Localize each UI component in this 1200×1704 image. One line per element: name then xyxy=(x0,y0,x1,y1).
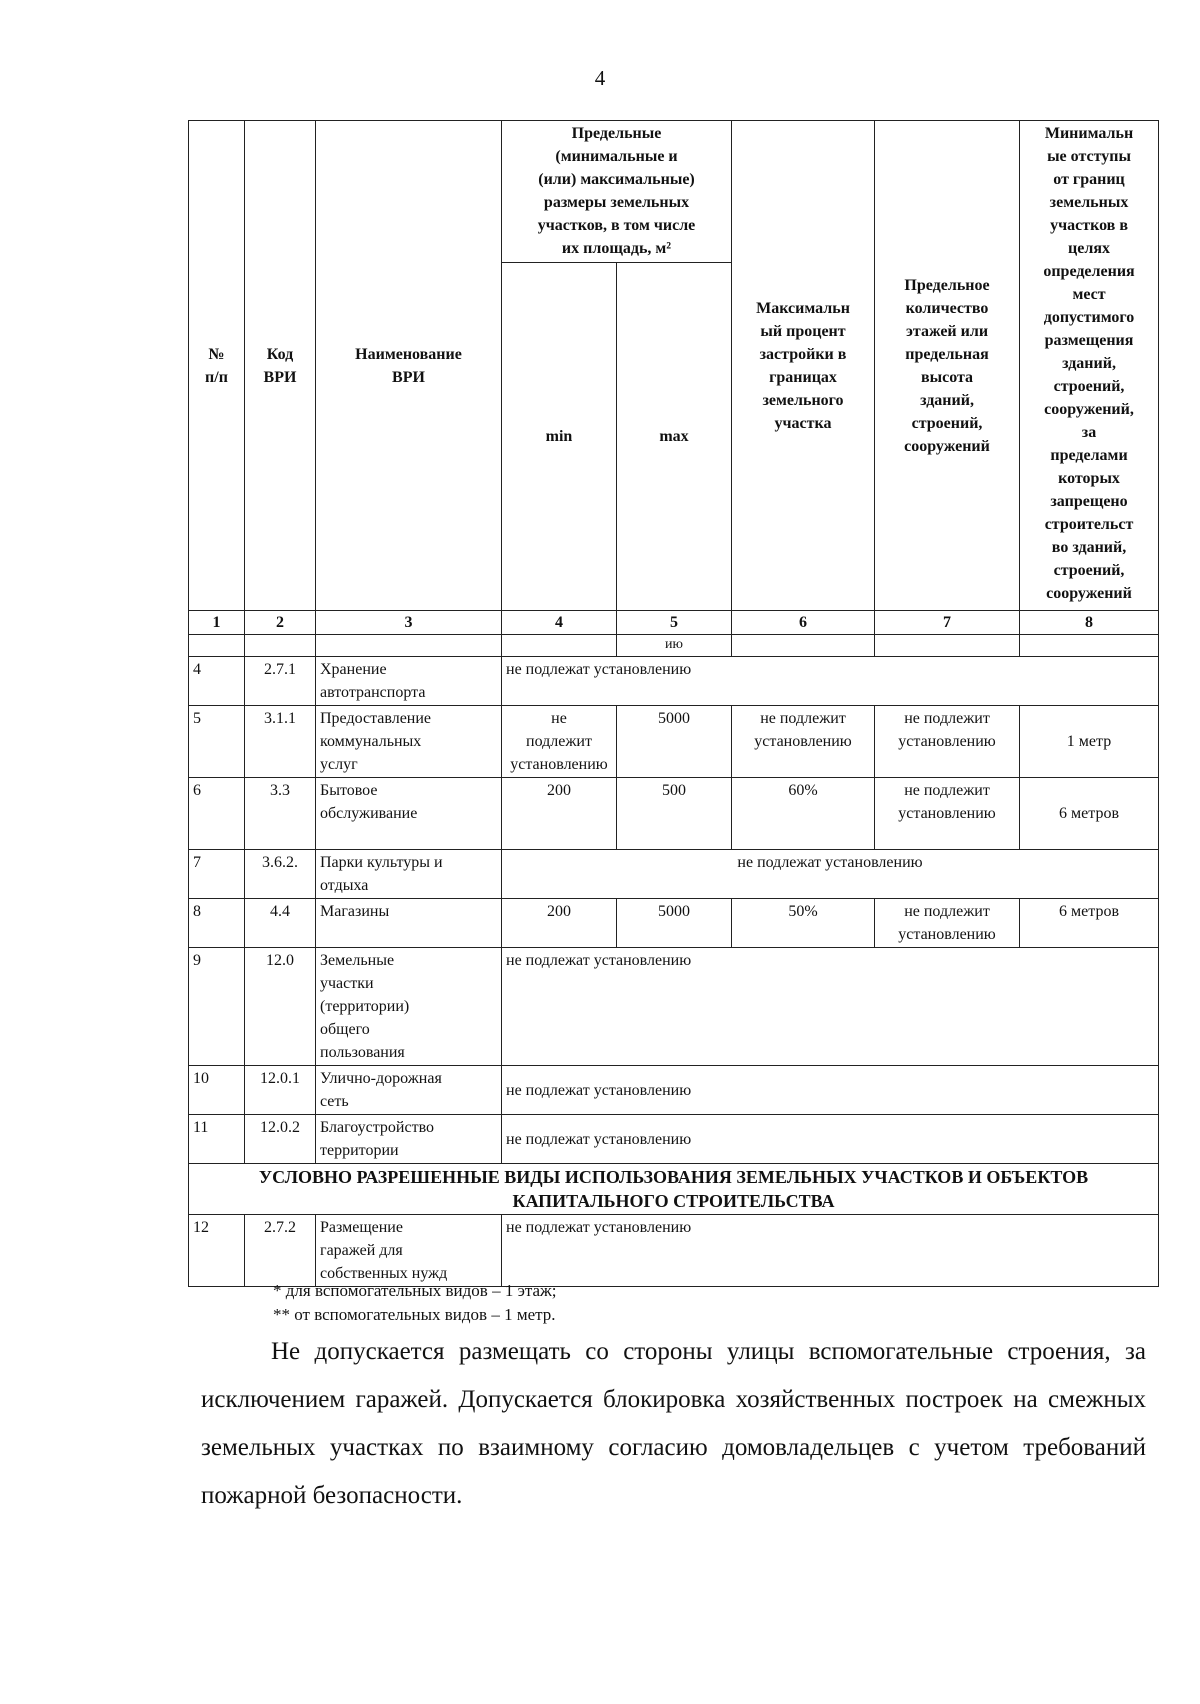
row-code: 4.4 xyxy=(245,899,316,948)
row-merged-value: не подлежат установлению xyxy=(502,850,1159,899)
col-number: 2 xyxy=(245,611,316,635)
column-number-row xyxy=(189,611,1159,635)
header-name: Наименование ВРИ xyxy=(316,121,502,611)
paragraph-text: Не допускается размещать со стороны улицы вспомогательные строения, за исключением гаражей. Допускается блокировка хозяйственных построек на смежных земельных участках по взаимному согласию домовладельцев с учетом требований пожарной безопасности. xyxy=(201,1338,1146,1509)
row-name: Бытовое обслуживание xyxy=(316,778,502,850)
row-code: 2.7.1 xyxy=(245,657,316,706)
footnote-1: * для вспомогательных видов – 1 этаж; xyxy=(273,1281,557,1300)
page-number: 4 xyxy=(594,66,606,90)
section-title: УСЛОВНО РАЗРЕШЕННЫЕ ВИДЫ ИСПОЛЬЗОВАНИЯ ЗЕМЕЛЬНЫХ УЧАСТКОВ И ОБЪЕКТОВ КАПИТАЛЬНОГО СТРОИТЕЛЬСТВА xyxy=(189,1164,1159,1215)
table-row xyxy=(189,706,1159,778)
section-row xyxy=(189,1164,1159,1215)
row-code: 3.6.2. xyxy=(245,850,316,899)
header-floors: Предельное количество этажей или предельная высота зданий, строений, сооружений xyxy=(875,121,1020,611)
col-number: 3 xyxy=(316,611,502,635)
header-sizes: Предельные (минимальные и (или) максимальные) размеры земельных участков, в том числе их площадь, м² xyxy=(502,121,732,263)
table-row xyxy=(189,1215,1159,1287)
col-number: 4 xyxy=(502,611,617,635)
row-name: Благоустройство территории xyxy=(316,1115,502,1164)
row-max: 500 xyxy=(617,778,732,850)
row-floors: не подлежит установлению xyxy=(875,706,1020,778)
col-number: 6 xyxy=(732,611,875,635)
row-merged-value: не подлежат установлению xyxy=(502,1115,1159,1164)
table-row xyxy=(189,850,1159,899)
body-paragraph xyxy=(201,1328,1146,1520)
row-code: 2.7.2 xyxy=(245,1215,316,1287)
row-min: 200 xyxy=(502,778,617,850)
row-code: 3.3 xyxy=(245,778,316,850)
carry-over-row xyxy=(189,635,1159,657)
col-number: 7 xyxy=(875,611,1020,635)
row-num: 6 xyxy=(189,778,245,850)
row-min: 200 xyxy=(502,899,617,948)
header-min: min xyxy=(502,263,617,611)
row-setback: 1 метр xyxy=(1020,706,1159,778)
row-setback: 6 метров xyxy=(1020,899,1159,948)
row-num: 7 xyxy=(189,850,245,899)
row-num: 9 xyxy=(189,948,245,1066)
regulations-table xyxy=(188,120,1159,1287)
row-merged-value: не подлежат установлению xyxy=(502,1215,1159,1287)
row-pct: не подлежит установлению xyxy=(732,706,875,778)
col-number: 1 xyxy=(189,611,245,635)
row-floors: не подлежит установлению xyxy=(875,899,1020,948)
row-merged-value: не подлежат установлению xyxy=(502,948,1159,1066)
row-merged-value: не подлежат установлению xyxy=(502,657,1159,706)
row-num: 11 xyxy=(189,1115,245,1164)
header-build-percent: Максимальн ый процент застройки в границах земельного участка xyxy=(732,121,875,611)
table-row xyxy=(189,657,1159,706)
header-code: Код ВРИ xyxy=(245,121,316,611)
table-row xyxy=(189,1115,1159,1164)
footnote-2: ** от вспомогательных видов – 1 метр. xyxy=(273,1305,556,1324)
row-name: Хранение автотранспорта xyxy=(316,657,502,706)
row-max: 5000 xyxy=(617,706,732,778)
header-setbacks: Минимальн ые отступы от границ земельных участков в целях определения мест допустимого размещения зданий, строений, сооружений, за пределами которых запрещено строительст во зданий, строений, сооружений xyxy=(1020,121,1159,611)
row-merged-value: не подлежат установлению xyxy=(502,1066,1159,1115)
row-code: 12.0.2 xyxy=(245,1115,316,1164)
row-code: 3.1.1 xyxy=(245,706,316,778)
row-code: 12.0.1 xyxy=(245,1066,316,1115)
row-code: 12.0 xyxy=(245,948,316,1066)
row-floors: не подлежит установлению xyxy=(875,778,1020,850)
row-name: Земельные участки (территории) общего пользования xyxy=(316,948,502,1066)
table-row xyxy=(189,778,1159,850)
row-pct: 60% xyxy=(732,778,875,850)
table-row xyxy=(189,899,1159,948)
row-pct: 50% xyxy=(732,899,875,948)
row-max: 5000 xyxy=(617,899,732,948)
col-number: 8 xyxy=(1020,611,1159,635)
carry-over-text: ию xyxy=(617,635,732,657)
row-name: Магазины xyxy=(316,899,502,948)
col-number: 5 xyxy=(617,611,732,635)
table-row xyxy=(189,948,1159,1066)
header-max: max xyxy=(617,263,732,611)
row-min: не подлежит установлению xyxy=(502,706,617,778)
row-name: Парки культуры и отдыха xyxy=(316,850,502,899)
row-num: 10 xyxy=(189,1066,245,1115)
row-num: 5 xyxy=(189,706,245,778)
row-name: Предоставление коммунальных услуг xyxy=(316,706,502,778)
table-row xyxy=(189,1066,1159,1115)
header-num: № п/п xyxy=(189,121,245,611)
row-num: 8 xyxy=(189,899,245,948)
row-setback: 6 метров xyxy=(1020,778,1159,850)
row-name: Размещение гаражей для собственных нужд xyxy=(316,1215,502,1287)
row-name: Улично-дорожная сеть xyxy=(316,1066,502,1115)
row-num: 4 xyxy=(189,657,245,706)
row-num: 12 xyxy=(189,1215,245,1287)
